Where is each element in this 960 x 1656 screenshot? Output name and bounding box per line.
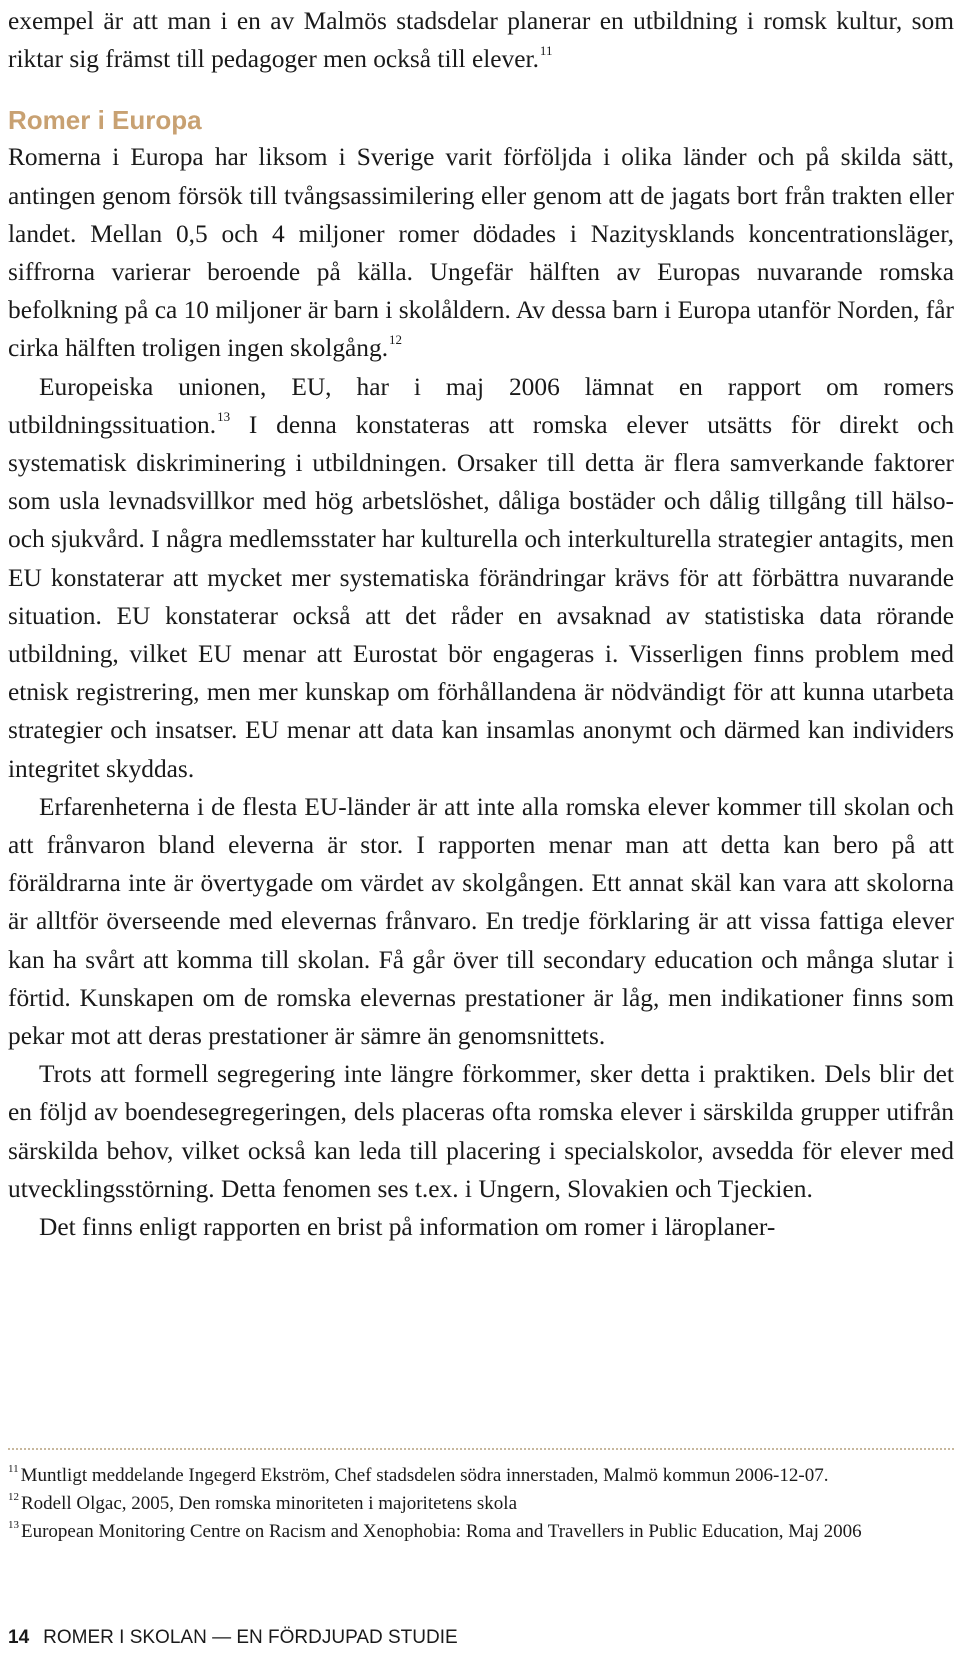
intro-text: exempel är att man i en av Malmös stadsdelar planerar en utbildning i romsk kultur, som riktar sig främst till pedagoger men också till elever. <box>8 7 954 74</box>
paragraph-4: Trots att formell segregering inte längre förkommer, sker detta i praktiken. Dels blir det en följd av boendesegregeringen, dels placeras ofta romska elever i särskilda grupper utifrån särskilda behov, vilket också kan leda till placering i specialskolor, avsedda för elever med utvecklingsstörning. Detta fenomen ses t.ex. i Ungern, Slovakien och Tjeckien. <box>8 1060 954 1203</box>
footnote-number: 13 <box>8 1519 19 1531</box>
page-number: 14 <box>8 1627 30 1648</box>
footnote-text: Rodell Olgac, 2005, Den romska minoriteten i majoritetens skola <box>21 1493 518 1514</box>
paragraph-2-text-a: Europeiska unionen, EU, har i maj 2006 lämnat en rapport om romers utbildningssituation. <box>8 372 954 439</box>
paragraph-1 <box>8 138 954 367</box>
footnote-number: 11 <box>8 1463 19 1475</box>
footnote-11 <box>8 1462 948 1490</box>
footnote-divider <box>8 1448 954 1450</box>
footnote-13 <box>8 1518 948 1546</box>
footnote-ref-13[interactable]: 13 <box>217 408 231 424</box>
footnote-text: European Monitoring Centre on Racism and Xenophobia: Roma and Travellers in Public Education, Maj 2006 <box>21 1521 862 1542</box>
page-footer <box>8 1626 458 1650</box>
body-text <box>8 2 954 1246</box>
publication-title: ROMER I SKOLAN — EN FÖRDJUPAD STUDIE <box>43 1627 458 1648</box>
paragraph-1-text: Romerna i Europa har liksom i Sverige varit förföljda i olika länder och på skilda sätt, antingen genom försök till tvångsassimilering eller genom att de jagats bort från trakten eller landet. Mellan 0,5 och 4 miljoner romer dödades i Nazitysklands koncentrationsläger, siffrorna varierar beroende på källa. Ungefär hälften av Europas nuvarande romska befolkning på ca 10 miljoner är barn i skolåldern. Av dessa barn i Europa utanför Norden, får cirka hälften troligen ingen skolgång. <box>8 143 954 363</box>
paragraph-2 <box>8 368 954 788</box>
footnote-number: 12 <box>8 1491 19 1503</box>
footnote-ref-11[interactable]: 11 <box>539 43 553 59</box>
paragraph-3: Erfarenheterna i de flesta EU-länder är att inte alla romska elever kommer till skolan och att frånvaron bland eleverna är stor. I rapporten menar man att detta kan bero på att föräldrarna inte är övertygade om värdet av skolgången. Ett annat skäl kan vara att skolorna är alltför överseende med elevernas frånvaro. En tredje förklaring är att vissa fattiga elever kan ha svårt att komma till skolan. Få går över till secondary education och många slutar i förtid. Kunskapen om de romska elevernas prestationer är låg, men indikationer finns som pekar mot att deras prestationer är sämre än genomsnittets. <box>8 792 954 1051</box>
footnotes <box>8 1462 948 1546</box>
footnote-text: Muntligt meddelande Ingegerd Ekström, Chef stadsdelen södra innerstaden, Malmö kommun 2006-12-07. <box>20 1465 829 1486</box>
paragraph-2-text-b: I denna konstateras att romska elever utsätts för direkt och systematisk diskriminering i utbildningen. Orsaker till detta är flera samverkande faktorer som usla levnadsvillkor med hög arbetslöshet, dåliga bostäder och dålig tillgång till hälso- och sjukvård. I några medlemsstater har kulturella och interkulturella strategier antagits, men EU konstaterar att mycket mer systematiska förändringar krävs för att förbättra nuvarande situation. EU konstaterar också att det råder en avsaknad av statistiska data rörande utbildning, vilket EU menar att Eurostat bör engageras i. Visserligen finns problem med etnisk registrering, men mer kunskap om förhållandena är nödvändigt för att kunna utarbeta strategier och insatser. EU menar att data kan insamlas anonymt och därmed kan individers integritet skyddas. <box>8 410 954 783</box>
footnote-12 <box>8 1490 948 1518</box>
footnote-ref-12[interactable]: 12 <box>389 332 403 348</box>
section-heading: Romer i Europa <box>8 105 202 136</box>
intro-paragraph <box>8 2 954 78</box>
paragraph-5: Det finns enligt rapporten en brist på information om romer i läroplaner- <box>39 1213 776 1242</box>
